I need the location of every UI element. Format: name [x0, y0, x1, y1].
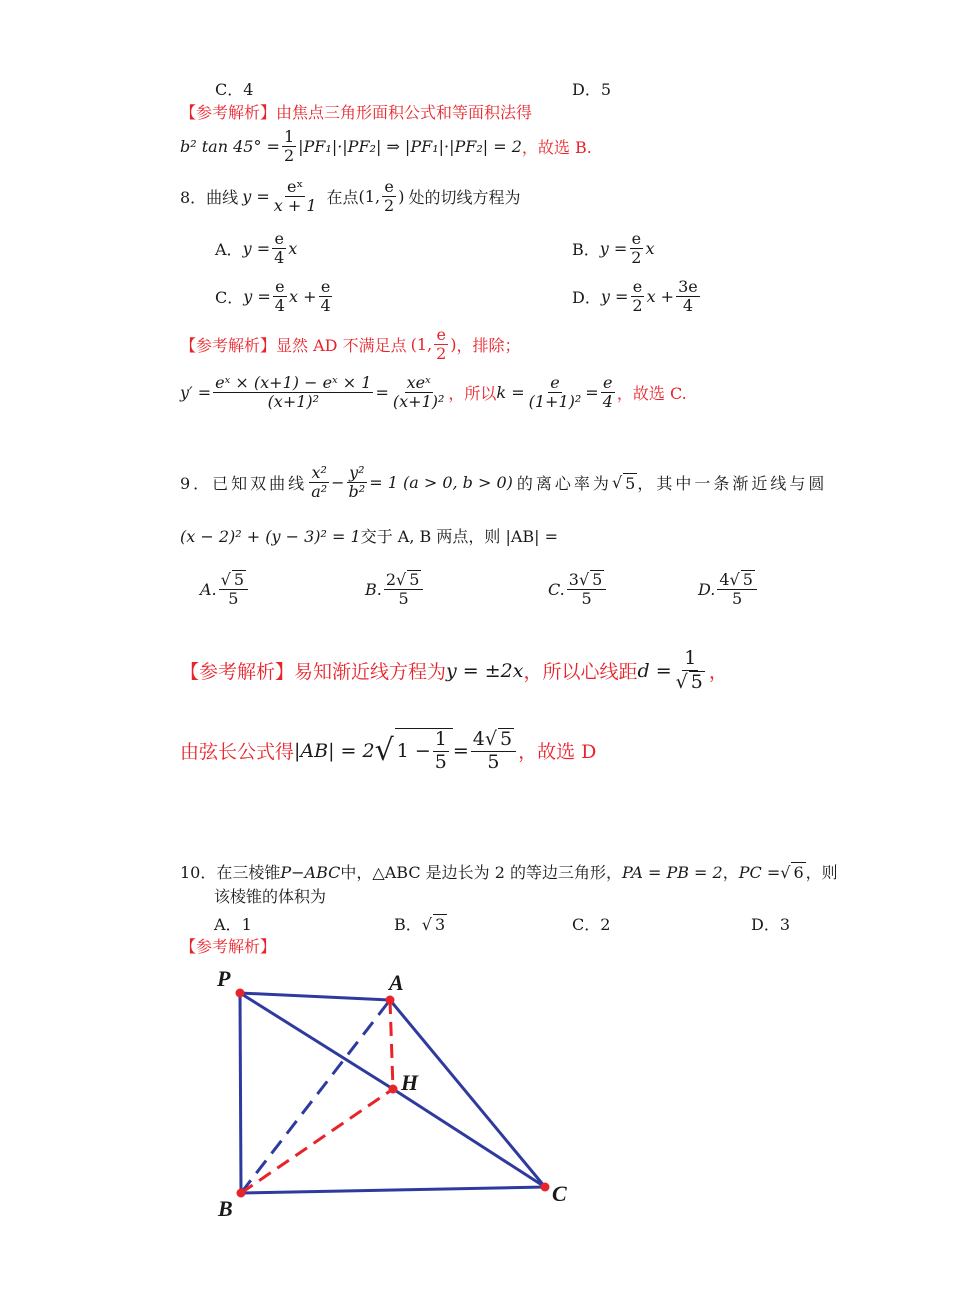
analysis-label: 【参考解析】	[180, 103, 277, 122]
q8-derivative: y′ = $\frac{\text{eˣ × (x+1) − eˣ × 1}}{\text{(x+1)²}}$ = $\frac{\text{xeˣ}}{\text{(x+1)²}}$ ，所以 k = $\frac{e}{\text{(1+1)²}}$ = $\frac{e}{4}$ ，故选 C.	[180, 373, 687, 412]
edge-ph	[240, 993, 393, 1089]
point-h	[389, 1085, 398, 1094]
deriv-lhs: y′ =	[180, 383, 212, 403]
circle-equation: (x − 2)² + (y − 3)² = 1	[180, 527, 361, 546]
q10-option-a: A．1	[214, 915, 252, 934]
stem-prefix: 9．已知双曲线	[180, 474, 308, 494]
label-b: B	[218, 1196, 233, 1221]
edge-hc	[393, 1089, 545, 1187]
label-c: C	[552, 1181, 567, 1206]
analysis-text: 显然 AD 不满足点	[276, 336, 407, 356]
edge-pb	[240, 993, 241, 1193]
analysis-label: 【参考解析】	[180, 336, 277, 356]
q10-stem-line1: 10．在三棱锥P−ABC中，△ABC 是边长为 2 的等边三角形，PA = PB = 2，PC =√ 6 ，则	[180, 863, 838, 882]
label-a: A	[389, 970, 404, 995]
q9-option-c: C. $\frac{3√ 5}{5}$	[548, 570, 608, 609]
edge-ab-dashed	[241, 1000, 390, 1193]
point-p	[236, 989, 245, 998]
chord-conclusion: ，故选 D	[518, 741, 597, 764]
point-a	[386, 996, 395, 1005]
edge-bh-dashed	[241, 1089, 393, 1193]
stem-mid: 在点	[326, 188, 359, 208]
label-h: H	[401, 1070, 419, 1095]
stem-y: y =	[242, 187, 270, 207]
edge-pa	[240, 993, 390, 1000]
q9-option-d: D. $\frac{4√ 5}{5}$	[698, 570, 759, 609]
q10-option-b: B．√ 3	[394, 915, 446, 934]
q9-analysis-line1: 【参考解析】 易知渐近线方程为 y = ±2x ，所以心线距 d = $\frac{1}{√ 5}$ ，	[180, 647, 728, 693]
stem-fraction: $\frac{\text{eˣ}}{x + 1}$	[273, 177, 317, 216]
stem-point-open: (1,	[358, 187, 381, 207]
edge-ah-dashed	[390, 1000, 393, 1089]
q7-option-c: C．4	[215, 80, 254, 99]
point-c	[541, 1183, 550, 1192]
eq-lhs: b² tan 45° =	[180, 137, 280, 157]
stem-suffix: 处的切线方程为	[408, 188, 521, 208]
q9-analysis-line2: 由弦长公式得 |AB| = 2 √ 1 − $\frac{1}{5}$ = $\frac{4√ 5}{5}$ ，故选 D	[180, 728, 597, 773]
q8-option-b: B． y = $\frac{e}{2}$ x	[572, 229, 655, 268]
point-b	[237, 1189, 246, 1198]
deriv-fraction-1: $\frac{\text{eˣ × (x+1) − eˣ × 1}}{\text{(x+1)²}}$	[215, 373, 372, 412]
deriv-conclusion: ，故选 C.	[616, 384, 687, 404]
q9-option-a: A. $\frac{√ 5}{5}$	[200, 570, 250, 609]
stem-point-fraction: $\frac{e}{2}$	[384, 177, 395, 216]
eq-mid: |PF₁|·|PF₂| ⇒ |PF₁|·|PF₂| = 2	[298, 137, 522, 157]
q10-option-c: C．2	[572, 915, 611, 934]
q9-stem-line2: (x − 2)² + (y − 3)² = 1交于 A, B 两点，则 |AB| =	[180, 527, 559, 546]
q10-stem-line2: 该棱锥的体积为	[214, 887, 327, 906]
deriv-fraction-2: $\frac{\text{xeˣ}}{\text{(x+1)²}}$	[392, 373, 445, 412]
q9-option-b: B. $\frac{2√ 5}{5}$	[365, 570, 425, 609]
edge-bc	[241, 1187, 545, 1193]
analysis-text: 由焦点三角形面积公式和等面积法得	[276, 103, 533, 122]
label-p: P	[217, 966, 231, 991]
stem-prefix: 8．曲线	[180, 188, 239, 208]
q10-option-d: D．3	[751, 915, 791, 934]
q8-option-a: A． y = $\frac{e}{4}$ x	[215, 229, 298, 268]
analysis-label: 【参考解析】	[180, 661, 295, 684]
q10-analysis-label: 【参考解析】	[180, 937, 277, 956]
eq-conclusion: ，故选 B.	[521, 138, 592, 158]
q8-option-d: D． y = $\frac{e}{2}$ x + $\frac{3e}{4}$	[572, 277, 698, 316]
q8-analysis: 【参考解析】 显然 AD 不满足点 (1, $\frac{e}{2}$ ) ，排除；	[180, 325, 521, 364]
stem-point-close: )	[398, 187, 405, 207]
q9-stem-line1: 9．已知双曲线 $\frac{\text{x²}}{\text{a²}}$ − $\frac{\text{y²}}{\text{b²}}$ = 1 (a > 0, b > 0) 的离心率为 √ 5 ，其中一条渐近线与圆	[180, 463, 828, 502]
eq-half: $\frac{1}{2}$	[283, 127, 295, 166]
q8-option-c: C． y = $\frac{e}{4}$ x + $\frac{e}{4}$	[215, 277, 331, 316]
q7-option-d: D．5	[572, 80, 612, 99]
